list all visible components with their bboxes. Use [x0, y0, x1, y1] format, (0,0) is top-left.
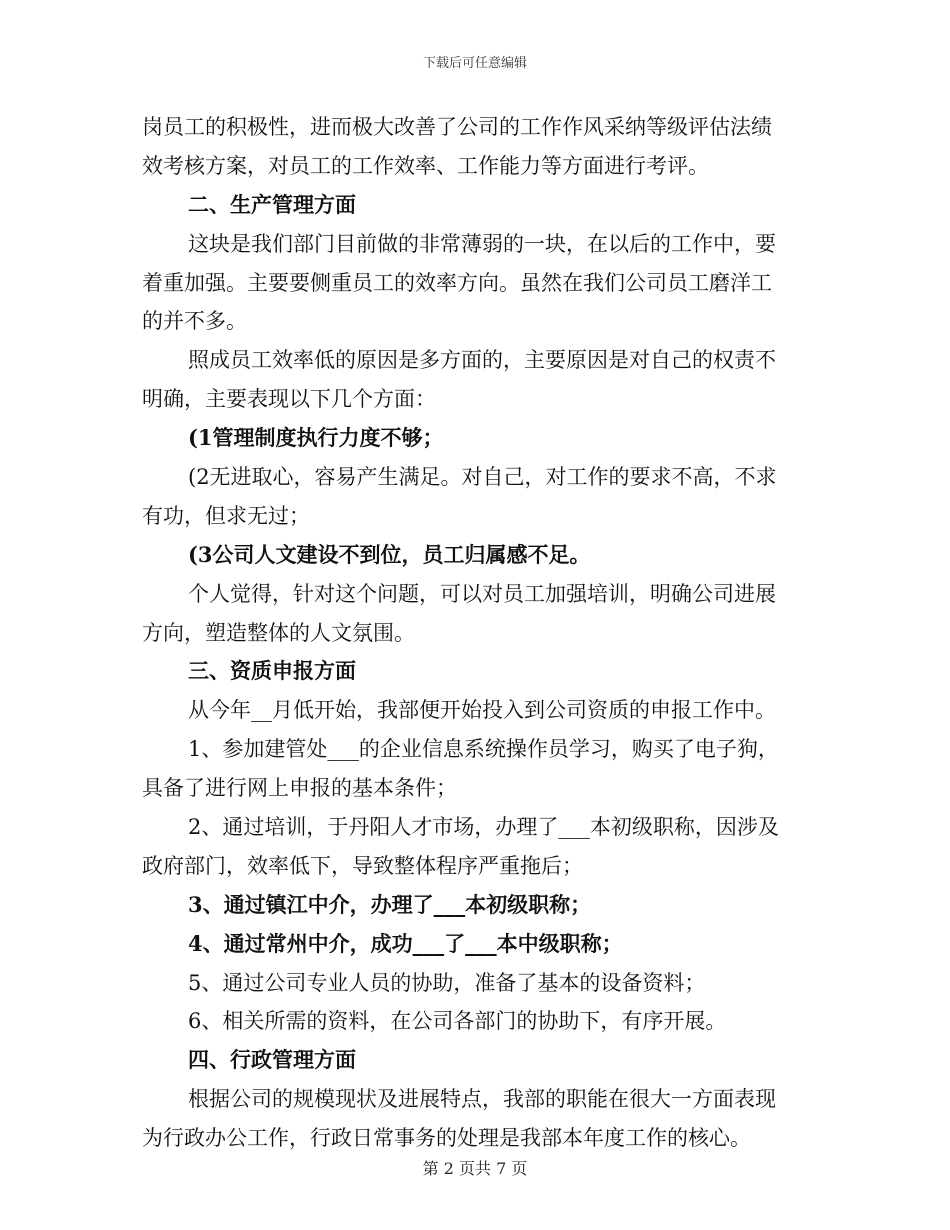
paragraph-line: 5、通过公司专业人员的协助，准备了基本的设备资料；: [188, 970, 706, 995]
section-heading-line: 三、资质申报方面: [188, 658, 356, 684]
paragraph-line: 个人觉得，针对这个问题，可以对员工加强培训，明确公司进展: [188, 581, 776, 606]
paragraph-line: 照成员工效率低的原因是多方面的，主要原因是对自己的权责不: [188, 348, 776, 373]
paragraph-line: 效考核方案，对员工的工作效率、工作能力等方面进行考评。: [142, 153, 709, 178]
paragraph-line: 从今年__月低开始，我部便开始投入到公司资质的申报工作中。: [188, 698, 776, 723]
paragraph-line: 岗员工的积极性，进而极大改善了公司的工作作风采纳等级评估法绩: [142, 115, 772, 139]
paragraph-line: 方向，塑造整体的人文氛围。: [142, 620, 415, 645]
section-heading-line: (3公司人文建设不到位，员工归属感不足。: [188, 541, 591, 567]
section-heading-line: 四、行政管理方面: [188, 1047, 356, 1073]
section-heading-line: 二、生产管理方面: [188, 191, 356, 217]
document-body: [142, 108, 810, 1158]
paragraph-line: 2、通过培训，于丹阳人才市场，办理了___本初级职称，因涉及: [188, 815, 779, 840]
paragraph-line: 根据公司的规模现状及进展特点，我部的职能在很大一方面表现: [188, 1087, 776, 1112]
paragraph-line: 政府部门，效率低下，导致整体程序严重拖后；: [142, 853, 583, 878]
paragraph-line: 1、参加建管处___的企业信息系统操作员学习，购买了电子狗，: [188, 737, 779, 762]
paragraph-line: 着重加强。主要要侧重员工的效率方向。虽然在我们公司员工磨洋工: [142, 270, 772, 295]
section-heading-line: (1管理制度执行力度不够；: [188, 425, 444, 451]
paragraph-line: 6、相关所需的资料，在公司各部门的协助下，有序开展。: [188, 1009, 727, 1034]
paragraph-line: 明确，主要表现以下几个方面：: [142, 387, 436, 412]
paragraph-line: 的并不多。: [142, 309, 247, 334]
paragraph-line: 这块是我们部门目前做的非常薄弱的一块，在以后的工作中，要: [188, 231, 776, 256]
section-heading-line: 4、通过常州中介，成功___了___本中级职称；: [188, 930, 623, 956]
paragraph-line: 为行政办公工作，行政日常事务的处理是我部本年度工作的核心。: [142, 1126, 751, 1151]
page-header: 下载后可任意编辑: [422, 56, 527, 71]
paragraph-line: (2无进取心，容易产生满足。对自己，对工作的要求不高，不求: [188, 465, 777, 490]
paragraph-line: 有功，但求无过；: [142, 503, 310, 528]
paragraph-line: 具备了进行网上申报的基本条件；: [142, 776, 457, 801]
section-heading-line: 3、通过镇江中介，办理了___本初级职称；: [188, 891, 592, 917]
page-footer: 第 2 页共 7 页: [422, 1159, 528, 1178]
